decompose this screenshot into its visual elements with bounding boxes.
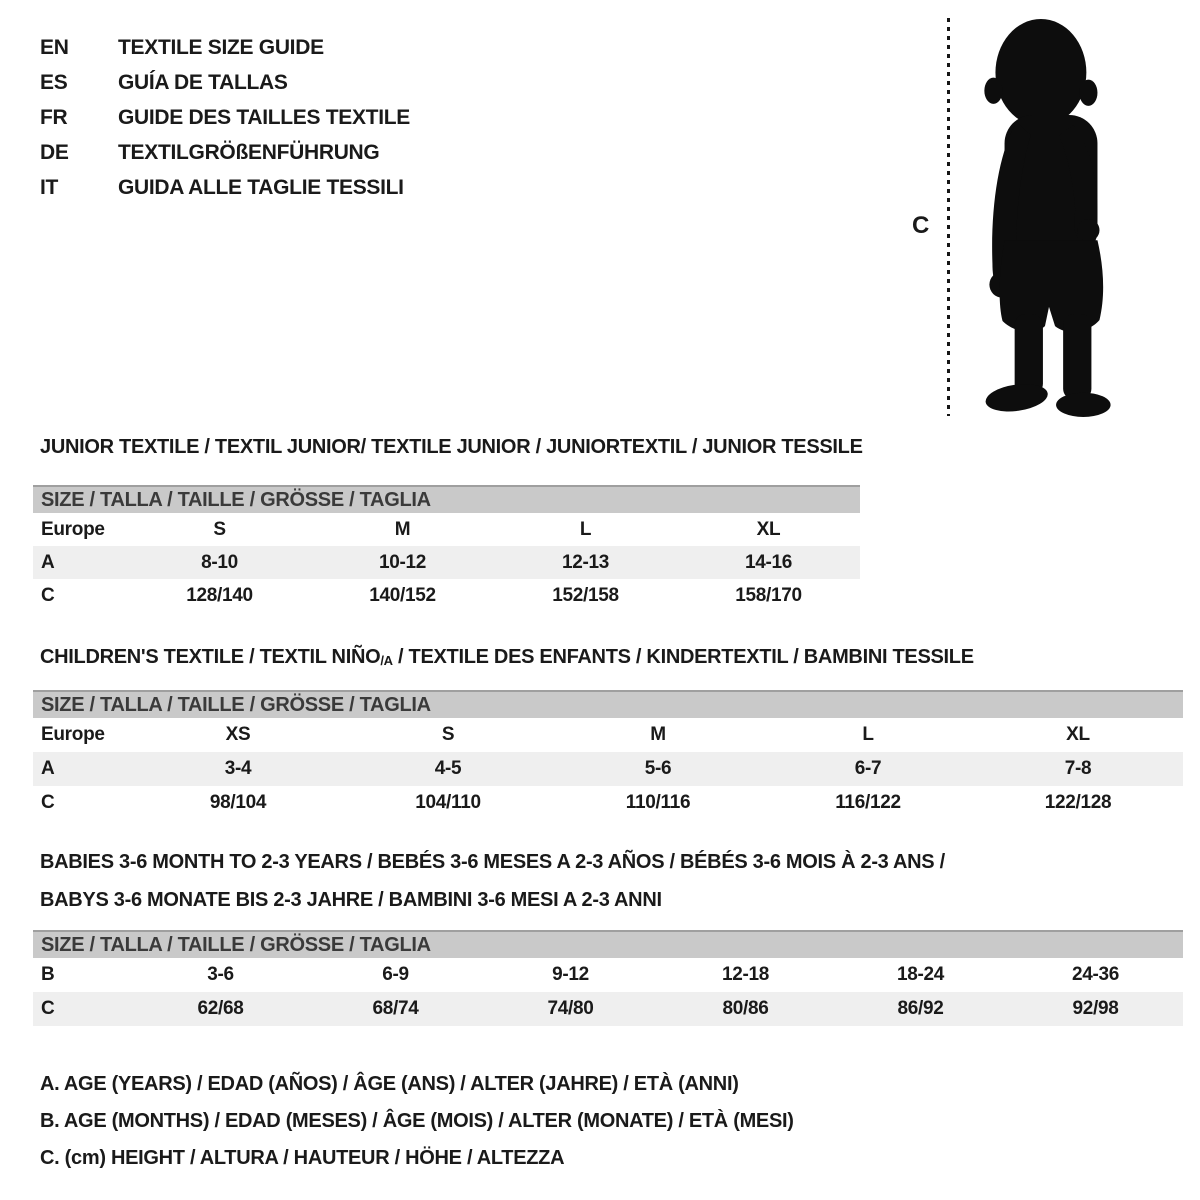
children-section-title xyxy=(40,646,974,669)
table-cell: 92/98 xyxy=(1072,998,1119,1019)
language-code: ES xyxy=(40,70,68,94)
table-row-height xyxy=(33,786,1183,820)
language-list xyxy=(40,30,410,205)
table-cell: 10-12 xyxy=(378,551,427,573)
size-header-label: SIZE / TALLA / TAILLE / GRÖSSE / TAGLIA xyxy=(41,488,431,511)
table-cell: 9-12 xyxy=(552,964,589,985)
row-label: C xyxy=(41,792,55,813)
row-label: B xyxy=(41,964,55,985)
babies-section-title xyxy=(40,843,945,919)
table-row-height xyxy=(33,579,860,612)
children-title-sub: /A xyxy=(380,653,393,668)
table-row-europe xyxy=(33,718,1183,752)
table-cell: 18-24 xyxy=(896,964,945,985)
table-cell: 128/140 xyxy=(186,584,253,606)
table-cell: 8-10 xyxy=(201,551,238,573)
table-cell: 104/110 xyxy=(415,792,481,813)
table-cell: 140/152 xyxy=(369,584,436,606)
table-cell: 12-18 xyxy=(721,964,770,985)
table-cell: 98/104 xyxy=(209,792,267,813)
row-label: Europe xyxy=(41,724,105,745)
table-cell: 12-13 xyxy=(561,551,610,573)
table-cell: 80/86 xyxy=(722,998,769,1019)
table-cell: 74/80 xyxy=(547,998,594,1019)
legend-line-a: A. AGE (YEARS) / EDAD (AÑOS) / ÂGE (ANS) / ALTER (JAHRE) / ETÀ (ANNI) xyxy=(40,1073,739,1095)
table-cell: 152/158 xyxy=(552,584,619,606)
row-label: A xyxy=(41,758,55,779)
junior-size-table xyxy=(33,485,860,612)
table-cell: 3-4 xyxy=(224,758,252,779)
table-cell: XL xyxy=(1066,724,1090,745)
table-cell: 122/128 xyxy=(1044,792,1112,813)
table-cell: L xyxy=(862,724,874,745)
table-cell: 7-8 xyxy=(1064,758,1092,779)
table-cell: 3-6 xyxy=(207,964,234,985)
language-label: GUIDA ALLE TAGLIE TESSILI xyxy=(118,175,404,199)
language-code: EN xyxy=(40,35,69,59)
table-cell: M xyxy=(394,518,411,540)
size-header-label: SIZE / TALLA / TAILLE / GRÖSSE / TAGLIA xyxy=(41,693,431,716)
measure-label-c: C xyxy=(912,212,930,239)
language-label: GUÍA DE TALLAS xyxy=(118,70,288,94)
language-code: DE xyxy=(40,140,69,164)
babies-title-line1: BABIES 3-6 MONTH TO 2-3 YEARS / BEBÉS 3-6 MESES A 2-3 AÑOS / BÉBÉS 3-6 MOIS À 2-3 ANS / xyxy=(40,851,945,873)
language-code: IT xyxy=(40,175,59,199)
row-label: Europe xyxy=(41,518,105,540)
junior-section-title: JUNIOR TEXTILE / TEXTIL JUNIOR/ TEXTILE JUNIOR / JUNIORTEXTIL / JUNIOR TESSILE xyxy=(40,436,863,458)
size-header-label: SIZE / TALLA / TAILLE / GRÖSSE / TAGLIA xyxy=(41,933,431,956)
language-row-it xyxy=(40,170,410,205)
table-cell: 62/68 xyxy=(197,998,244,1019)
table-cell: 158/170 xyxy=(735,584,802,606)
table-row-months xyxy=(33,958,1183,992)
babies-title-line2: BABYS 3-6 MONATE BIS 2-3 JAHRE / BAMBINI 3-6 MESI A 2-3 ANNI xyxy=(40,889,662,911)
table-cell: S xyxy=(213,518,226,540)
table-cell: 5-6 xyxy=(644,758,672,779)
table-row-age xyxy=(33,752,1183,786)
table-cell: 6-9 xyxy=(382,964,409,985)
legend xyxy=(40,1066,794,1177)
size-header-bar xyxy=(33,690,1183,718)
toddler-silhouette-icon xyxy=(962,16,1138,420)
language-label: TEXTILE SIZE GUIDE xyxy=(118,35,324,59)
babies-size-table xyxy=(33,930,1183,1026)
table-row-age xyxy=(33,546,860,579)
table-row-europe xyxy=(33,513,860,546)
table-cell: S xyxy=(441,724,455,745)
children-size-table xyxy=(33,690,1183,820)
size-header-bar xyxy=(33,485,860,513)
size-header-bar xyxy=(33,930,1183,958)
legend-line-c: C. (cm) HEIGHT / ALTURA / HAUTEUR / HÖHE / ALTEZZA xyxy=(40,1147,565,1169)
children-title-text: CHILDREN'S TEXTILE / TEXTIL NIÑO xyxy=(40,646,381,668)
children-title-text: / TEXTILE DES ENFANTS / KINDERTEXTIL / BAMBINI TESSILE xyxy=(392,646,974,668)
table-row-height xyxy=(33,992,1183,1026)
table-cell: XS xyxy=(225,724,251,745)
language-row-es xyxy=(40,65,410,100)
table-cell: 4-5 xyxy=(434,758,462,779)
table-cell: L xyxy=(579,518,592,540)
table-cell: 14-16 xyxy=(744,551,793,573)
language-row-en xyxy=(40,30,410,65)
language-row-fr xyxy=(40,100,410,135)
row-label: C xyxy=(41,584,55,606)
height-measure-dashed-line xyxy=(947,18,950,416)
language-label: TEXTILGRÖßENFÜHRUNG xyxy=(118,140,380,164)
row-label: C xyxy=(41,998,55,1019)
table-cell: 6-7 xyxy=(854,758,882,779)
table-cell: 116/122 xyxy=(835,792,901,813)
language-code: FR xyxy=(40,105,68,129)
table-cell: M xyxy=(650,724,666,745)
table-cell: 24-36 xyxy=(1071,964,1120,985)
table-cell: 110/116 xyxy=(625,792,691,813)
table-cell: XL xyxy=(756,518,781,540)
language-label: GUIDE DES TAILLES TEXTILE xyxy=(118,105,410,129)
table-cell: 86/92 xyxy=(897,998,944,1019)
legend-line-b: B. AGE (MONTHS) / EDAD (MESES) / ÂGE (MOIS) / ALTER (MONATE) / ETÀ (MESI) xyxy=(40,1110,794,1132)
table-cell: 68/74 xyxy=(372,998,419,1019)
row-label: A xyxy=(41,551,55,573)
language-row-de xyxy=(40,135,410,170)
